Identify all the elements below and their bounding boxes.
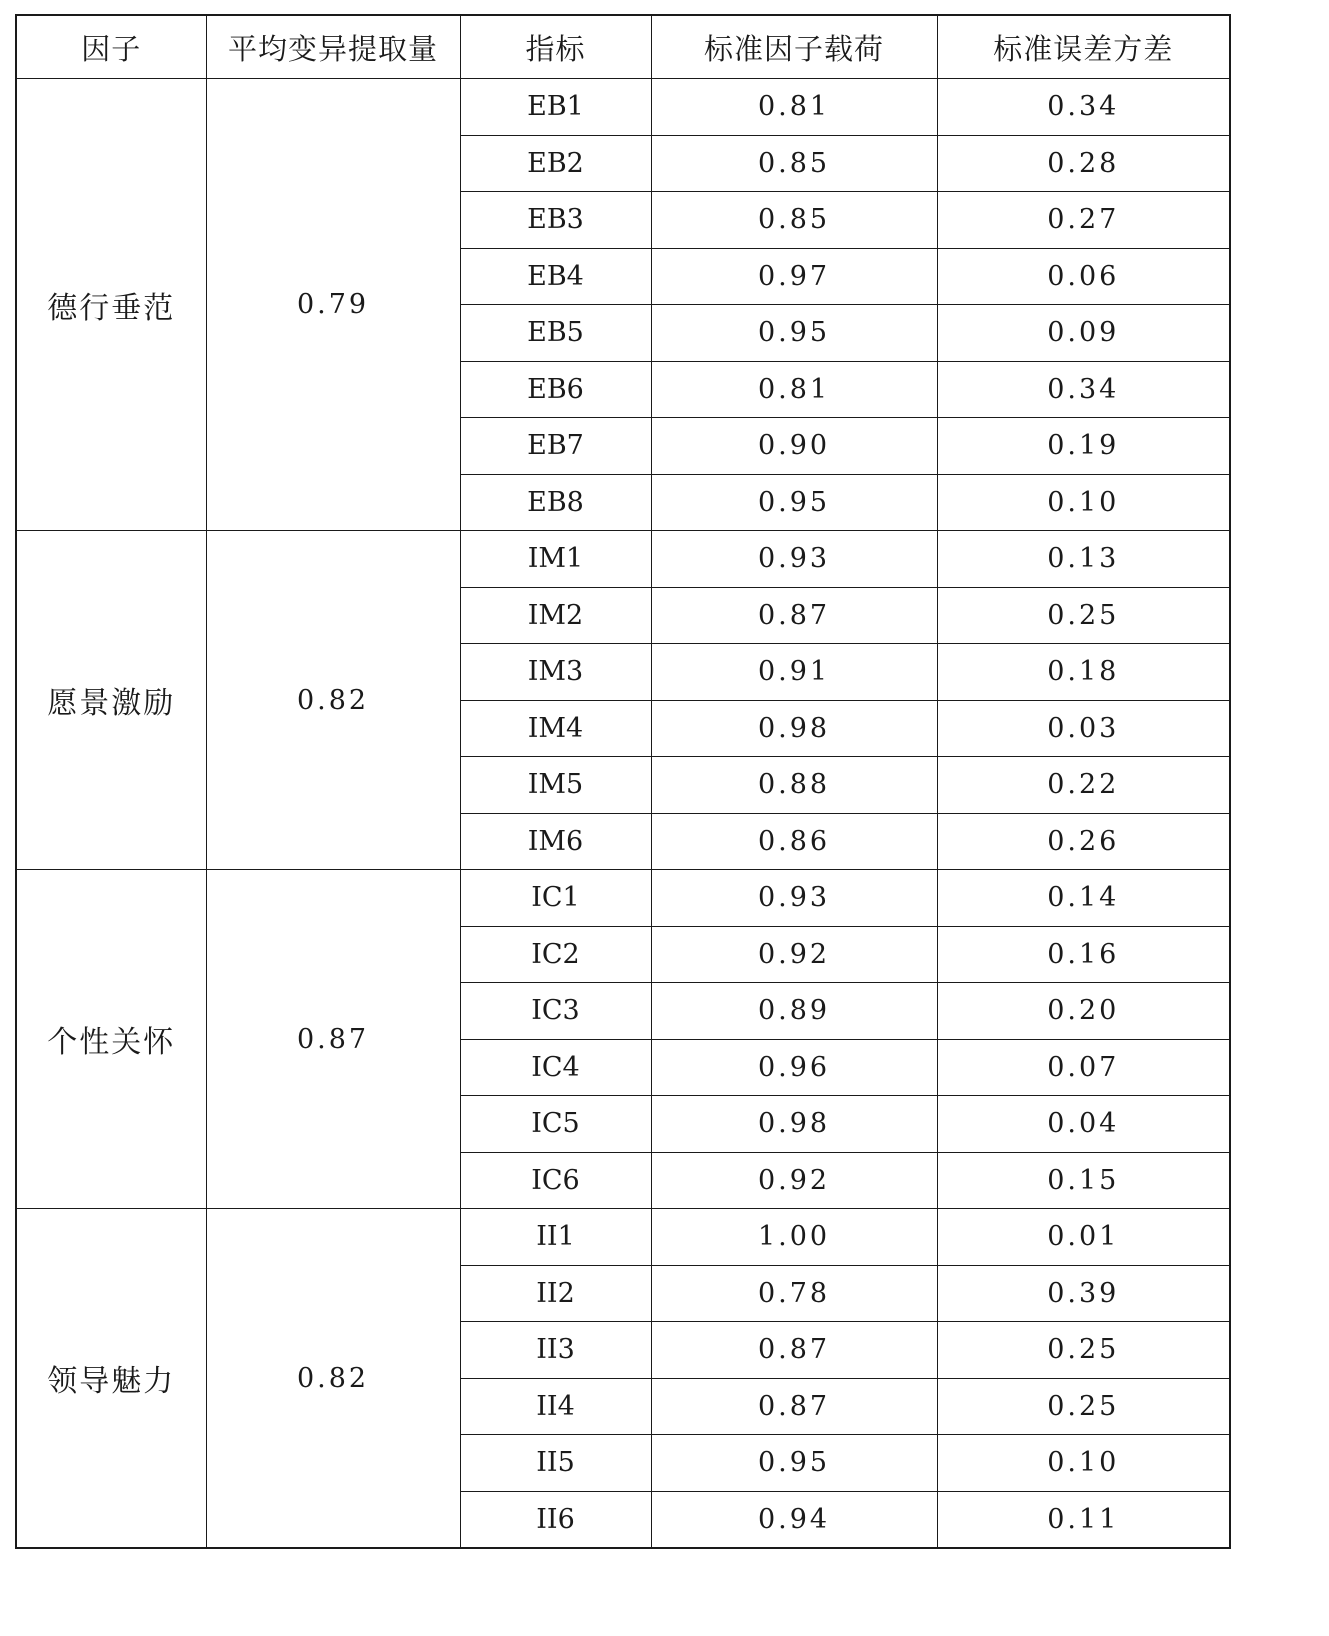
error-variance-cell: 0.34 [937,361,1230,418]
loading-cell: 0.94 [651,1491,937,1548]
indicator-cell: EB8 [460,474,651,531]
factor-name-cell: 愿景激励 [16,531,206,870]
table-header [16,15,1230,79]
loading-cell: 0.93 [651,531,937,588]
loading-cell: 0.95 [651,1435,937,1492]
error-variance-cell: 0.13 [937,531,1230,588]
loading-cell: 0.85 [651,135,937,192]
header-indicator: 指标 [460,15,651,79]
header-loading: 标准因子载荷 [651,15,937,79]
indicator-cell: IM4 [460,700,651,757]
loading-cell: 0.85 [651,192,937,249]
error-variance-cell: 0.28 [937,135,1230,192]
loading-cell: 0.92 [651,1152,937,1209]
indicator-cell: II3 [460,1322,651,1379]
loading-cell: 0.90 [651,418,937,475]
loading-cell: 0.98 [651,1096,937,1153]
loading-cell: 0.91 [651,644,937,701]
error-variance-cell: 0.39 [937,1265,1230,1322]
error-variance-cell: 0.09 [937,305,1230,362]
indicator-cell: IC4 [460,1039,651,1096]
error-variance-cell: 0.19 [937,418,1230,475]
error-variance-cell: 0.04 [937,1096,1230,1153]
error-variance-cell: 0.22 [937,757,1230,814]
loading-cell: 0.87 [651,1322,937,1379]
header-ave: 平均变异提取量 [206,15,460,79]
indicator-cell: IC3 [460,983,651,1040]
indicator-cell: EB3 [460,192,651,249]
indicator-cell: EB7 [460,418,651,475]
indicator-cell: IC2 [460,926,651,983]
error-variance-cell: 0.15 [937,1152,1230,1209]
table-row [16,870,1230,927]
indicator-cell: EB6 [460,361,651,418]
factor-name-cell: 德行垂范 [16,79,206,531]
loading-cell: 0.95 [651,305,937,362]
error-variance-cell: 0.25 [937,1322,1230,1379]
loading-cell: 0.87 [651,1378,937,1435]
loading-cell: 0.88 [651,757,937,814]
loading-cell: 0.78 [651,1265,937,1322]
error-variance-cell: 0.10 [937,1435,1230,1492]
ave-cell: 0.82 [206,1209,460,1549]
ave-cell: 0.87 [206,870,460,1209]
table-body [16,79,1230,1549]
factor-name-cell: 领导魅力 [16,1209,206,1549]
factor-loading-table [15,14,1231,1549]
indicator-cell: IC6 [460,1152,651,1209]
loading-cell: 0.95 [651,474,937,531]
indicator-cell: EB1 [460,79,651,136]
indicator-cell: II6 [460,1491,651,1548]
indicator-cell: II2 [460,1265,651,1322]
table-row [16,1209,1230,1266]
loading-cell: 0.92 [651,926,937,983]
error-variance-cell: 0.14 [937,870,1230,927]
indicator-cell: IC1 [460,870,651,927]
header-error-variance: 标准误差方差 [937,15,1230,79]
loading-cell: 1.00 [651,1209,937,1266]
loading-cell: 0.87 [651,587,937,644]
indicator-cell: IM5 [460,757,651,814]
error-variance-cell: 0.16 [937,926,1230,983]
error-variance-cell: 0.07 [937,1039,1230,1096]
error-variance-cell: 0.25 [937,1378,1230,1435]
error-variance-cell: 0.18 [937,644,1230,701]
error-variance-cell: 0.20 [937,983,1230,1040]
error-variance-cell: 0.03 [937,700,1230,757]
error-variance-cell: 0.11 [937,1491,1230,1548]
ave-cell: 0.82 [206,531,460,870]
indicator-cell: II4 [460,1378,651,1435]
error-variance-cell: 0.01 [937,1209,1230,1266]
indicator-cell: EB2 [460,135,651,192]
indicator-cell: II5 [460,1435,651,1492]
error-variance-cell: 0.10 [937,474,1230,531]
indicator-cell: II1 [460,1209,651,1266]
loading-cell: 0.98 [651,700,937,757]
header-factor: 因子 [16,15,206,79]
factor-name-cell: 个性关怀 [16,870,206,1209]
loading-cell: 0.93 [651,870,937,927]
header-row [16,15,1230,79]
loading-cell: 0.89 [651,983,937,1040]
loading-cell: 0.86 [651,813,937,870]
indicator-cell: EB5 [460,305,651,362]
loading-cell: 0.81 [651,361,937,418]
ave-cell: 0.79 [206,79,460,531]
indicator-cell: IM2 [460,587,651,644]
error-variance-cell: 0.34 [937,79,1230,136]
table-row [16,79,1230,136]
indicator-cell: IM6 [460,813,651,870]
table-row [16,531,1230,588]
indicator-cell: IC5 [460,1096,651,1153]
loading-cell: 0.97 [651,248,937,305]
indicator-cell: IM1 [460,531,651,588]
loading-cell: 0.96 [651,1039,937,1096]
error-variance-cell: 0.06 [937,248,1230,305]
loading-cell: 0.81 [651,79,937,136]
error-variance-cell: 0.25 [937,587,1230,644]
indicator-cell: IM3 [460,644,651,701]
indicator-cell: EB4 [460,248,651,305]
error-variance-cell: 0.27 [937,192,1230,249]
error-variance-cell: 0.26 [937,813,1230,870]
